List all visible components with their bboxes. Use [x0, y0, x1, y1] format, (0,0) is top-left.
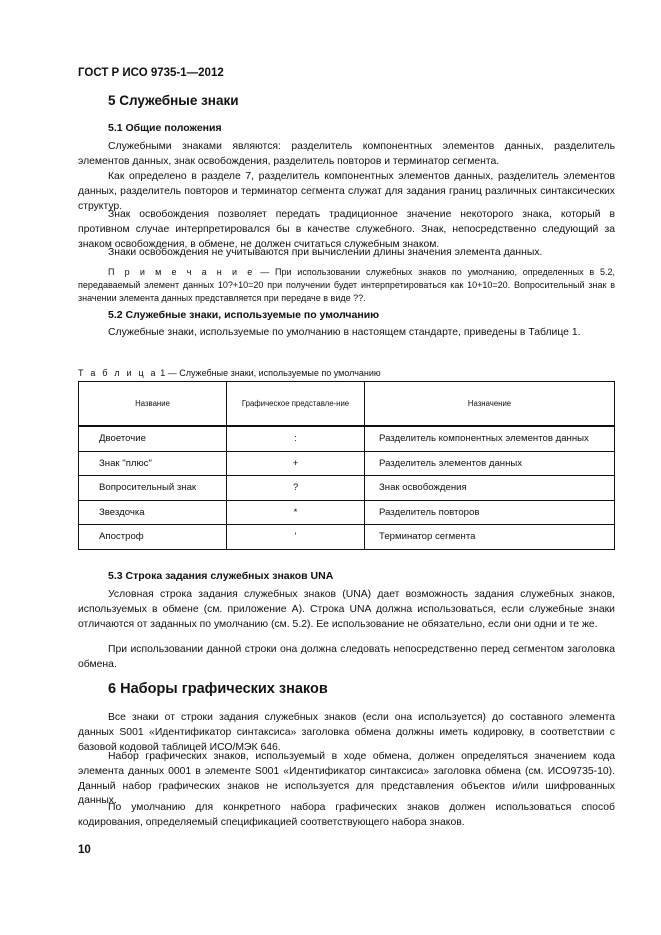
table-header-row — [79, 382, 615, 427]
cell-name: Знак "плюс" — [79, 451, 227, 476]
service-characters-table — [78, 381, 615, 550]
subsection-5-2-title: 5.2 Служебные знаки, используемые по умолчанию — [108, 309, 380, 321]
column-header-name: Название — [79, 382, 227, 427]
table-caption-text: 1 — Служебные знаки, используемые по умолчанию — [157, 368, 381, 378]
cell-graphic: : — [227, 426, 365, 451]
paragraph: По умолчанию для конкретного набора графических знаков должен использоваться способ кодирования, определяемый спецификацией соответствующего набора знаков. — [78, 802, 615, 828]
subsection-5-1-title: 5.1 Общие положения — [108, 122, 222, 134]
table-caption — [78, 368, 381, 378]
cell-name: Звездочка — [79, 500, 227, 525]
table-row — [79, 426, 615, 451]
cell-purpose: Разделитель повторов — [365, 500, 615, 525]
table-caption-label: Т а б л и ц а — [78, 368, 158, 378]
cell-purpose: Разделитель элементов данных — [365, 451, 615, 476]
cell-name: Апостроф — [79, 525, 227, 550]
note — [78, 266, 615, 306]
cell-graphic: + — [227, 451, 365, 476]
section-5-title: 5 Служебные знаки — [108, 93, 239, 108]
section-6-title: 6 Наборы графических знаков — [108, 681, 328, 697]
paragraph: Условная строка задания служебных знаков (UNA) дает возможность задания служебных знаков, используемых в обмене (см. приложение А). Строка UNA должна использоваться, если служебные знаки отличаются от заданных по умолчанию (см. 5.2). Ее использование не обязательно, если они одни и те же. — [78, 589, 615, 630]
paragraph: Набор графических знаков, используемый в ходе обмена, должен определяться значением кода элемента данных 0001 в элементе S001 «Идентификатор синтаксиса» заголовка обмена (см. ИСО9735-10). Данный набор графических знаков не используется для представления объектов и/или шифрованных данных. — [78, 751, 615, 807]
subsection-5-3-title: 5.3 Строка задания служебных знаков UNA — [108, 570, 334, 582]
cell-purpose: Разделитель компонентных элементов данных — [365, 426, 615, 451]
paragraph: При использовании данной строки она должна следовать непосредственно перед сегментом заголовка обмена. — [78, 644, 615, 670]
table-row — [79, 451, 615, 476]
paragraph: Знак освобождения позволяет передать традиционное значение некоторого знака, который в противном случае интерпретировался бы в качестве служебного. Знак, непосредственно следующий за знаком освобождения, в обмене, не должен считаться служебным знаком. — [78, 209, 615, 250]
paragraph: Служебные знаки, используемые по умолчанию в настоящем стандарте, приведены в Таблице 1. — [108, 327, 581, 338]
note-text: — При использовании служебных знаков по умолчанию, определенных в 5.2, передаваемый элемент данных 10?+10=20 при получении будет интерпретироваться как 10+10=20. Вопросительный знак в значении элемента данных представляется при передаче в виде ??. — [78, 267, 615, 304]
cell-purpose: Терминатор сегмента — [365, 525, 615, 550]
cell-graphic: ? — [227, 476, 365, 501]
cell-purpose: Знак освобождения — [365, 476, 615, 501]
paragraph: Служебными знаками являются: разделитель компонентных элементов данных, разделитель элементов данных, знак освобождения, разделитель повторов и терминатор сегмента. — [78, 141, 615, 167]
column-header-graphic: Графическое представле-ние — [227, 382, 365, 427]
page-number: 10 — [78, 844, 91, 856]
paragraph: Знаки освобождения не учитываются при вычислении длины значения элемента данных. — [108, 247, 543, 258]
cell-graphic: ' — [227, 525, 365, 550]
cell-name: Вопросительный знак — [79, 476, 227, 501]
note-label: П р и м е ч а н и е — [108, 267, 255, 277]
document-id: ГОСТ Р ИСО 9735-1—2012 — [78, 67, 224, 79]
table-row — [79, 525, 615, 550]
cell-graphic: * — [227, 500, 365, 525]
cell-name: Двоеточие — [79, 426, 227, 451]
paragraph: Все знаки от строки задания служебных знаков (если она используется) до составного элемента данных S001 «Идентификатор синтаксиса» заголовка обмена должны иметь кодировку, в соответствии с базовой кодовой таблицей ИСО/МЭК 646. — [78, 712, 615, 753]
paragraph: Как определено в разделе 7, разделитель компонентных элементов данных, разделитель элементов данных, разделитель повторов и терминатор сегмента служат для задания границ различных синтаксических структур. — [78, 171, 615, 212]
table-row — [79, 476, 615, 501]
table-row — [79, 500, 615, 525]
column-header-purpose: Назначение — [365, 382, 615, 427]
